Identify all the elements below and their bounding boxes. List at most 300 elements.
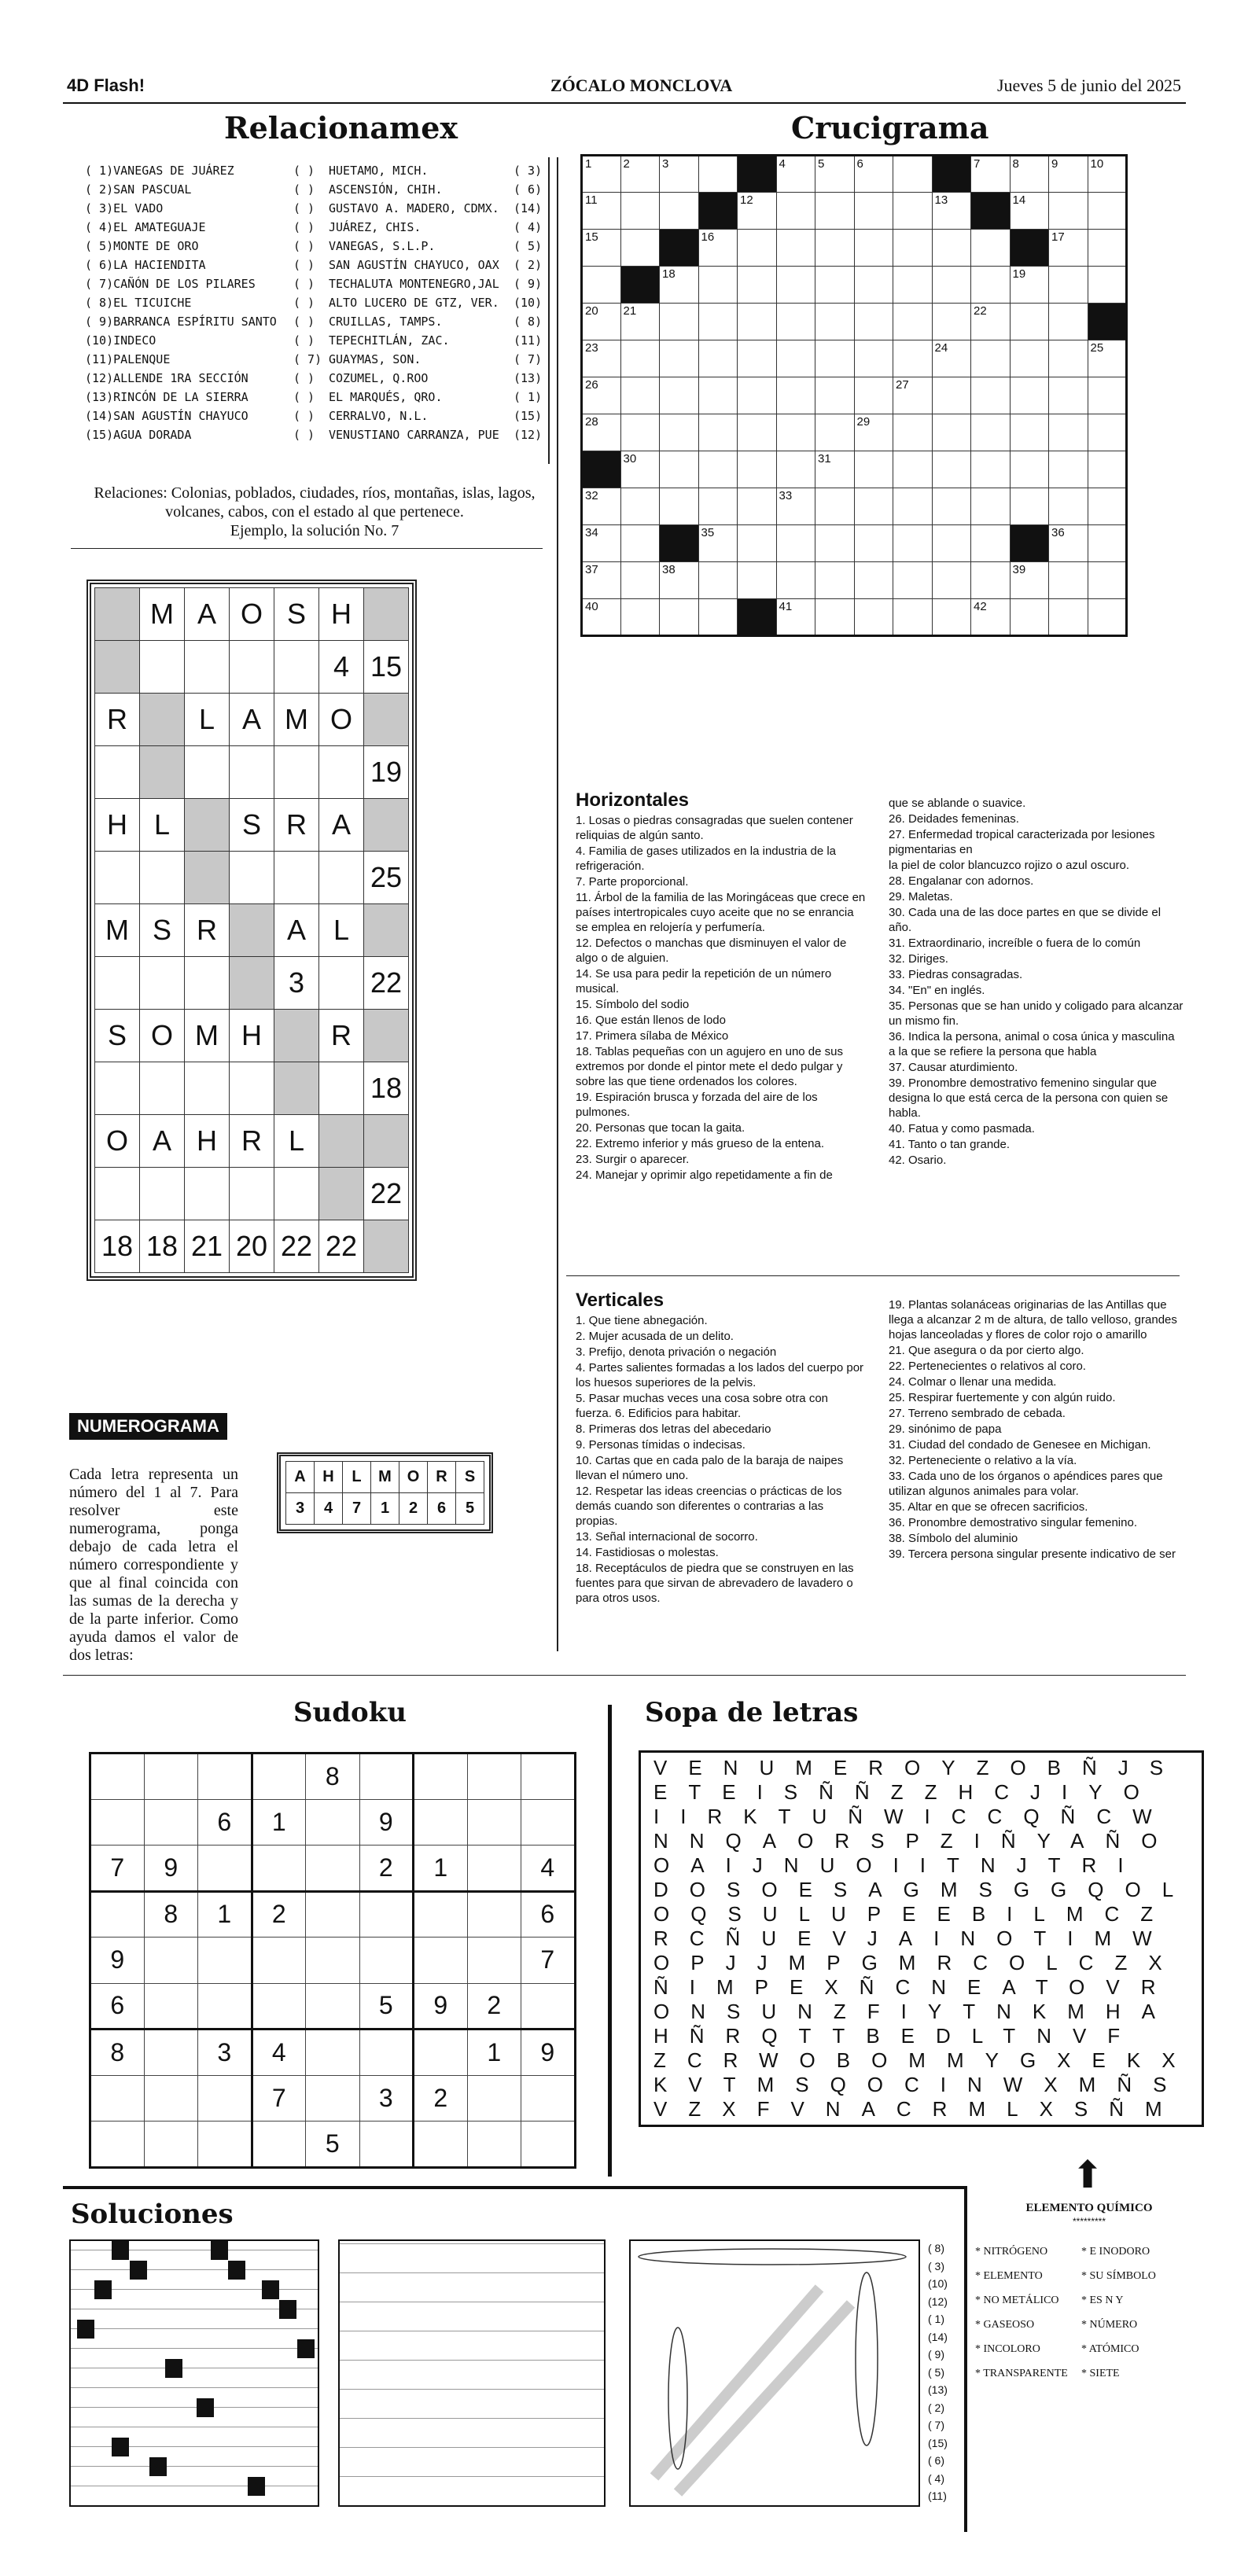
crossword-cell <box>971 377 1011 414</box>
word-search-row: OAIJNUOIITNJTRI <box>653 1853 1145 1877</box>
crossword-cell <box>698 340 738 377</box>
numerograma-cell <box>140 641 185 694</box>
clue: 17. Primera sílaba de México <box>576 1029 729 1043</box>
key-table <box>285 1461 484 1525</box>
numerograma-instructions: Cada letra representa un número del 1 al 7. Para resolver este numerograma, ponga debajo de cada letra el número correspondiente y que al final coincida con las sumas de la derecha y de la parte inferior. Como ayuda damos el valor de dos letras: <box>69 1466 238 1664</box>
numerograma-cell: 20 <box>230 1220 274 1273</box>
word-list-item: * E INODORO <box>1081 2246 1150 2258</box>
clue: 14. Se usa para pedir la repetición de un número musical. <box>576 967 832 995</box>
sudoku-cell <box>306 1983 360 2030</box>
crossword-cell <box>582 451 621 488</box>
sudoku-cell: 2 <box>252 1891 306 1938</box>
crossword-cell <box>1049 414 1088 451</box>
key-cell: 7 <box>343 1493 371 1525</box>
sudoku-cell <box>252 1983 306 2030</box>
crossword-cell <box>971 340 1011 377</box>
numerograma-cell <box>364 1220 409 1273</box>
relacionamex-row <box>85 296 545 315</box>
crossword-cell <box>1088 525 1127 562</box>
left-item: (12)ALLENDE 1RA SECCIÓN <box>85 371 248 385</box>
numerograma-cell <box>95 588 140 641</box>
crossword-cell <box>854 451 893 488</box>
numerograma-cell: L <box>140 799 185 852</box>
crossword-cell <box>620 340 660 377</box>
sudoku-solution <box>338 2239 606 2507</box>
crossword-cell <box>738 451 777 488</box>
solution-number: ( 5) <box>928 2365 944 2379</box>
verticales-col2 <box>889 1297 1184 1562</box>
numerograma-cell <box>140 852 185 904</box>
relacionamex-row <box>85 182 545 201</box>
sudoku-cell: 3 <box>359 2075 414 2122</box>
crossword-cell <box>1010 267 1049 304</box>
numerograma-cell: O <box>319 694 364 746</box>
crossword-cell <box>815 414 855 451</box>
crossword-cell <box>620 488 660 525</box>
sudoku-cell <box>198 2075 252 2122</box>
answer-slot: ( ) <box>293 296 315 310</box>
clue: 35. Personas que se han unido y coligado para alcanzar un mismo fin. <box>889 999 1184 1028</box>
sudoku-cell <box>90 1891 145 1938</box>
right-number: (14) <box>514 201 543 215</box>
sudoku-cell: 1 <box>467 2030 521 2076</box>
clue: 16. Que están llenos de lodo <box>576 1014 726 1027</box>
clue: 27. Enfermedad tropical caracterizada por lesiones pigmentarias en <box>889 828 1155 856</box>
clue: que se ablande o suavice. <box>889 797 1026 810</box>
element-title: ELEMENTO QUÍMICO <box>1025 2202 1153 2214</box>
clue: 24. Manejar y oprimir algo repetidamente a fin de <box>576 1168 833 1182</box>
numerograma-cell: A <box>185 588 230 641</box>
crossword-cell <box>1049 156 1088 193</box>
crossword-cell <box>971 414 1011 451</box>
numerograma-cell <box>274 852 319 904</box>
crossword-cell <box>854 193 893 230</box>
clue: 22. Extremo inferior y más grueso de la entena. <box>576 1137 824 1150</box>
numerograma-cell: 22 <box>274 1220 319 1273</box>
numerograma-cell <box>95 1062 140 1115</box>
numerograma-cell <box>140 957 185 1010</box>
relacionamex-rule <box>71 548 543 549</box>
numerograma-cell <box>185 1168 230 1220</box>
solution-number: (13) <box>928 2383 948 2396</box>
numerograma-cell <box>140 694 185 746</box>
crossword-cell <box>1010 156 1049 193</box>
solution-number: ( 1) <box>928 2313 944 2325</box>
crossword-cell <box>620 562 660 599</box>
newspaper-name: ZÓCALO MONCLOVA <box>550 75 733 95</box>
clue: 35. Altar en que se ofrecen sacrificios. <box>889 1500 1088 1514</box>
crossword-cell <box>620 304 660 340</box>
clue: 30. Cada una de las doce partes en que se divide el año. <box>889 906 1161 934</box>
clue-number: 1 <box>585 157 592 171</box>
clue-number: 30 <box>623 452 637 466</box>
crossword-cell <box>582 377 621 414</box>
sudoku-cell <box>414 1754 468 1800</box>
crossword-cell <box>1010 193 1049 230</box>
sudoku-cell <box>467 1891 521 1938</box>
word-search-row: VZXFVNACRMLXSÑM <box>653 2097 1184 2121</box>
crossword-cell <box>815 267 855 304</box>
numerograma-cell <box>319 1168 364 1220</box>
numerograma-cell <box>95 641 140 694</box>
solution-number: ( 7) <box>928 2419 944 2431</box>
key-cell: 1 <box>371 1493 399 1525</box>
clue-number: 33 <box>779 489 793 502</box>
clue-number: 31 <box>818 452 831 466</box>
sudoku-cell: 7 <box>252 2075 306 2122</box>
crossword-cell <box>971 304 1011 340</box>
numerograma-cell: S <box>140 904 185 957</box>
crossword-cell <box>893 525 933 562</box>
key-cell: H <box>315 1462 343 1493</box>
header-rule <box>63 102 1186 104</box>
right-number: ( 2) <box>514 258 543 272</box>
sudoku-cell: 8 <box>90 2030 145 2076</box>
crossword-cell <box>932 562 971 599</box>
numerograma-cell <box>364 1115 409 1168</box>
word-search-row: OPJJMPGMRCOLCZX <box>653 1951 1184 1974</box>
crossword-cell <box>660 193 699 230</box>
clue: 29. sinónimo de papa <box>889 1422 1002 1436</box>
numerograma-cell: R <box>185 904 230 957</box>
sudoku-cell: 2 <box>414 2075 468 2122</box>
answer-slot: ( ) <box>293 277 315 291</box>
sudoku-cell <box>414 1938 468 1984</box>
clue: 19. Espiración brusca y forzada del aire de los pulmones. <box>576 1091 818 1119</box>
numerograma-cell <box>185 957 230 1010</box>
date: Jueves 5 de junio del 2025 <box>996 75 1181 95</box>
crossword-cell <box>1088 340 1127 377</box>
sudoku-cell: 1 <box>252 1799 306 1846</box>
numerograma-cell <box>185 641 230 694</box>
clue: 40. Fatua y como pasmada. <box>889 1122 1035 1135</box>
crossword-cell <box>1049 525 1088 562</box>
sudoku-title: Sudoku <box>293 1697 407 1728</box>
numerograma-cell <box>185 852 230 904</box>
relacionamex-row <box>85 220 545 239</box>
word-search-row: DOSOESAGMSGGQOL <box>653 1878 1195 1901</box>
crossword-cell <box>582 156 621 193</box>
key-cell: 6 <box>428 1493 456 1525</box>
right-number: ( 5) <box>514 239 543 253</box>
crossword-cell <box>1010 599 1049 636</box>
clue: 8. Primeras dos letras del abecedario <box>576 1422 771 1436</box>
word-list-col2 <box>1081 2239 1156 2386</box>
crossword-cell <box>893 156 933 193</box>
clue: 2. Mujer acusada de un delito. <box>576 1330 734 1343</box>
crossword-cell <box>1010 451 1049 488</box>
left-item: ( 8)EL TICUICHE <box>85 296 192 310</box>
crossword-cell <box>1010 340 1049 377</box>
crossword-cell <box>1049 599 1088 636</box>
clue: 12. Respetar las ideas creencias o prácticas de los demás cuando son diferentes o contrarias a las propias. <box>576 1485 842 1528</box>
sudoku-cell <box>144 1754 198 1800</box>
word-list-item: * TRANSPARENTE <box>975 2368 1068 2379</box>
clue: 21. Que asegura o da por cierto algo. <box>889 1344 1084 1357</box>
solution-number: ( 4) <box>928 2471 944 2485</box>
crossword-cell <box>660 340 699 377</box>
sudoku-cell <box>306 2075 360 2122</box>
key-cell: 3 <box>286 1493 315 1525</box>
solution-number: ( 9) <box>928 2348 944 2361</box>
crossword-cell <box>776 377 815 414</box>
relacionamex-row <box>85 277 545 296</box>
word-list-item: * ES N Y <box>1081 2294 1124 2306</box>
key-cell: 2 <box>399 1493 428 1525</box>
crossword-cell <box>815 525 855 562</box>
sudoku-cell <box>521 1754 576 1800</box>
sudoku-cell <box>144 1983 198 2030</box>
numerograma-cell: A <box>230 694 274 746</box>
crossword-cell <box>660 599 699 636</box>
numerograma-cell: R <box>95 694 140 746</box>
crossword-cell <box>738 488 777 525</box>
numerograma-cell: 15 <box>364 641 409 694</box>
clue-number: 7 <box>974 157 981 171</box>
word-list-col1 <box>975 2239 1068 2386</box>
crossword-cell <box>738 377 777 414</box>
clue-number: 21 <box>623 304 637 318</box>
crossword-cell <box>815 451 855 488</box>
sudoku-cell <box>90 1799 145 1846</box>
numerograma-cell <box>274 1062 319 1115</box>
sudoku-cell <box>467 1799 521 1846</box>
relacionamex-row <box>85 333 545 352</box>
key-cell: 4 <box>315 1493 343 1525</box>
crossword-cell <box>854 525 893 562</box>
clue: 39. Tercera persona singular presente indicativo de ser <box>889 1547 1176 1561</box>
numerograma-cell <box>319 1062 364 1115</box>
numerograma-cell: M <box>95 904 140 957</box>
clue: 32. Perteneciente o relativo a la vía. <box>889 1454 1077 1467</box>
right-item: VANEGAS, S.L.P. <box>329 239 436 253</box>
crossword-cell <box>932 304 971 340</box>
sudoku-cell <box>144 2030 198 2076</box>
relacionamex-row <box>85 201 545 220</box>
crossword-cell <box>893 193 933 230</box>
crossword-cell <box>1049 267 1088 304</box>
crossword-cell <box>738 304 777 340</box>
sudoku-cell <box>198 1846 252 1892</box>
sudoku-cell <box>521 2075 576 2122</box>
crossword-cell <box>738 414 777 451</box>
word-list-item: * SIETE <box>1081 2368 1120 2379</box>
clue-number: 6 <box>856 157 863 171</box>
right-item: VENUSTIANO CARRANZA, PUE <box>329 428 499 442</box>
sudoku-cell <box>359 1891 414 1938</box>
clue-number: 29 <box>856 415 871 429</box>
sudoku-cell <box>252 2122 306 2168</box>
crossword-cell <box>698 414 738 451</box>
relacionamex-row <box>85 352 545 371</box>
numerograma-cell: L <box>319 904 364 957</box>
answer-slot: ( ) <box>293 164 315 178</box>
numerograma-label: NUMEROGRAMA <box>69 1413 227 1440</box>
crossword-cell <box>971 488 1011 525</box>
crossword-cell <box>776 599 815 636</box>
crossword-cell <box>776 304 815 340</box>
key-cell: L <box>343 1462 371 1493</box>
crossword-cell <box>738 562 777 599</box>
clue: 33. Piedras consagradas. <box>889 968 1023 981</box>
clue: 13. Señal internacional de socorro. <box>576 1530 758 1544</box>
horizontales-title: Horizontales <box>576 789 690 811</box>
clue-number: 32 <box>585 489 598 502</box>
crossword-cell <box>776 156 815 193</box>
sudoku-cell <box>306 1799 360 1846</box>
numerograma-cell <box>230 746 274 799</box>
sudoku-cell <box>414 1891 468 1938</box>
numerograma-cell <box>364 588 409 641</box>
crossword-cell <box>815 304 855 340</box>
crossword-cell <box>1010 488 1049 525</box>
crossword-cell <box>971 599 1011 636</box>
clue-number: 35 <box>701 526 715 539</box>
sudoku-cell <box>306 1846 360 1892</box>
sudoku-cell <box>467 1754 521 1800</box>
sudoku-cell: 1 <box>414 1846 468 1892</box>
crossword-cell <box>893 230 933 267</box>
right-item: EL MARQUÉS, QRO. <box>329 390 443 404</box>
numerograma-cell <box>230 641 274 694</box>
crossword-cell <box>698 525 738 562</box>
crossword-cell <box>776 340 815 377</box>
soluciones-title: Soluciones <box>71 2199 234 2230</box>
numerograma-cell <box>95 1168 140 1220</box>
clue-number: 38 <box>662 563 676 576</box>
crossword-cell <box>776 451 815 488</box>
crossword-cell <box>620 451 660 488</box>
numerograma-cell: 18 <box>140 1220 185 1273</box>
crossword-cell <box>1088 156 1127 193</box>
crossword-cell <box>1049 340 1088 377</box>
solution-number: (14) <box>928 2330 948 2343</box>
crossword-cell <box>854 340 893 377</box>
crossword-cell <box>893 267 933 304</box>
clue-number: 11 <box>585 193 598 207</box>
crossword-grid <box>580 154 1128 637</box>
sudoku-cell <box>144 2122 198 2168</box>
clue-number: 26 <box>585 378 598 392</box>
numerograma-cell <box>230 1062 274 1115</box>
crossword-cell <box>815 599 855 636</box>
sudoku-cell: 9 <box>414 1983 468 2030</box>
crossword-cell <box>893 340 933 377</box>
clue: 24. Colmar o llenar una medida. <box>889 1375 1057 1389</box>
crossword-cell <box>1010 562 1049 599</box>
clue-number: 36 <box>1051 526 1065 539</box>
crossword-cell <box>1049 193 1088 230</box>
crossword-cell <box>738 340 777 377</box>
numerograma-cell: O <box>95 1115 140 1168</box>
crossword-cell <box>1010 230 1049 267</box>
clue: 12. Defectos o manchas que disminuyen el valor de algo o de alguien. <box>576 937 847 965</box>
left-item: (15)AGUA DORADA <box>85 428 192 442</box>
crossword-cell <box>698 599 738 636</box>
numerograma-cell: 25 <box>364 852 409 904</box>
clue: 19. Plantas solanáceas originarias de las Antillas que llega a alcanzar 2 m de altura, de tallo velloso, grandes hojas lanceoladas y flores de color rojo o amarillo <box>889 1298 1177 1341</box>
crossword-cell <box>932 230 971 267</box>
answer-slot: ( ) <box>293 201 315 215</box>
crossword-cell <box>776 488 815 525</box>
crossword-solution <box>69 2239 319 2507</box>
crossword-cell <box>1010 525 1049 562</box>
right-item: SAN AGUSTÍN CHAYUCO, OAX <box>329 258 499 272</box>
answer-slot: ( ) <box>293 333 315 348</box>
numerograma-cell: S <box>274 588 319 641</box>
crossword-cell <box>776 230 815 267</box>
sudoku-cell: 9 <box>359 1799 414 1846</box>
clue: 5. Pasar muchas veces una cosa sobre otra con fuerza. 6. Edificios para habitar. <box>576 1392 829 1420</box>
numerograma-cell <box>140 746 185 799</box>
crossword-cell <box>932 451 971 488</box>
numerograma-cell: L <box>274 1115 319 1168</box>
word-search-solution-marks <box>631 2241 919 2505</box>
numerograma-cell: H <box>230 1010 274 1062</box>
solution-number: ( 2) <box>928 2401 944 2414</box>
clue: 38. Símbolo del aluminio <box>889 1532 1018 1545</box>
crossword-cell <box>1088 304 1127 340</box>
crossword-cell <box>1049 451 1088 488</box>
clue-number: 22 <box>974 304 987 318</box>
numerograma-cell: A <box>319 799 364 852</box>
clue: la piel de color blancuzco rojizo o azul oscuro. <box>889 859 1129 872</box>
sudoku-cell <box>198 2122 252 2168</box>
crossword-cell <box>893 599 933 636</box>
numerograma-cell: S <box>230 799 274 852</box>
numerograma-cell: 3 <box>274 957 319 1010</box>
crossword-cell <box>776 525 815 562</box>
numerograma-cell <box>230 904 274 957</box>
key-cell: 5 <box>456 1493 484 1525</box>
crossword-cell <box>854 599 893 636</box>
crossword-cell <box>660 451 699 488</box>
left-item: ( 3)EL VADO <box>85 201 164 215</box>
right-item: CRUILLAS, TAMPS. <box>329 315 443 329</box>
crossword-cell <box>660 156 699 193</box>
crossword-cell <box>815 230 855 267</box>
word-search <box>639 1750 1204 2127</box>
sudoku-cell: 2 <box>467 1983 521 2030</box>
sudoku-cell <box>306 1891 360 1938</box>
numerograma-cell: 21 <box>185 1220 230 1273</box>
solution-number: (12) <box>928 2294 948 2308</box>
right-item: ASCENSIÓN, CHIH. <box>329 182 443 197</box>
solution-number: ( 6) <box>928 2454 944 2467</box>
clue: 1. Que tiene abnegación. <box>576 1314 708 1327</box>
crossword-cell <box>660 230 699 267</box>
key-cell: S <box>456 1462 484 1493</box>
sudoku-cell <box>144 1799 198 1846</box>
clue-number: 34 <box>585 526 598 539</box>
clue-number: 10 <box>1090 157 1104 171</box>
clue-number: 42 <box>974 600 987 613</box>
word-search-row: RCÑUEVJAINOTIMW <box>653 1926 1173 1950</box>
sudoku-cell: 2 <box>359 1846 414 1892</box>
left-item: (13)RINCÓN DE LA SIERRA <box>85 390 248 404</box>
sudoku-cell <box>359 2122 414 2168</box>
key-cell: R <box>428 1462 456 1493</box>
numerograma-cell: 22 <box>364 1168 409 1220</box>
crossword-cell <box>932 488 971 525</box>
crossword-cell <box>776 562 815 599</box>
crossword-cell <box>1088 193 1127 230</box>
relacionamex-note <box>79 484 550 540</box>
column-divider <box>557 157 558 1651</box>
word-search-row: ETEISÑÑZZHCJIYO <box>653 1780 1161 1804</box>
sudoku-divider <box>608 1705 612 2177</box>
right-number: ( 9) <box>514 277 543 291</box>
